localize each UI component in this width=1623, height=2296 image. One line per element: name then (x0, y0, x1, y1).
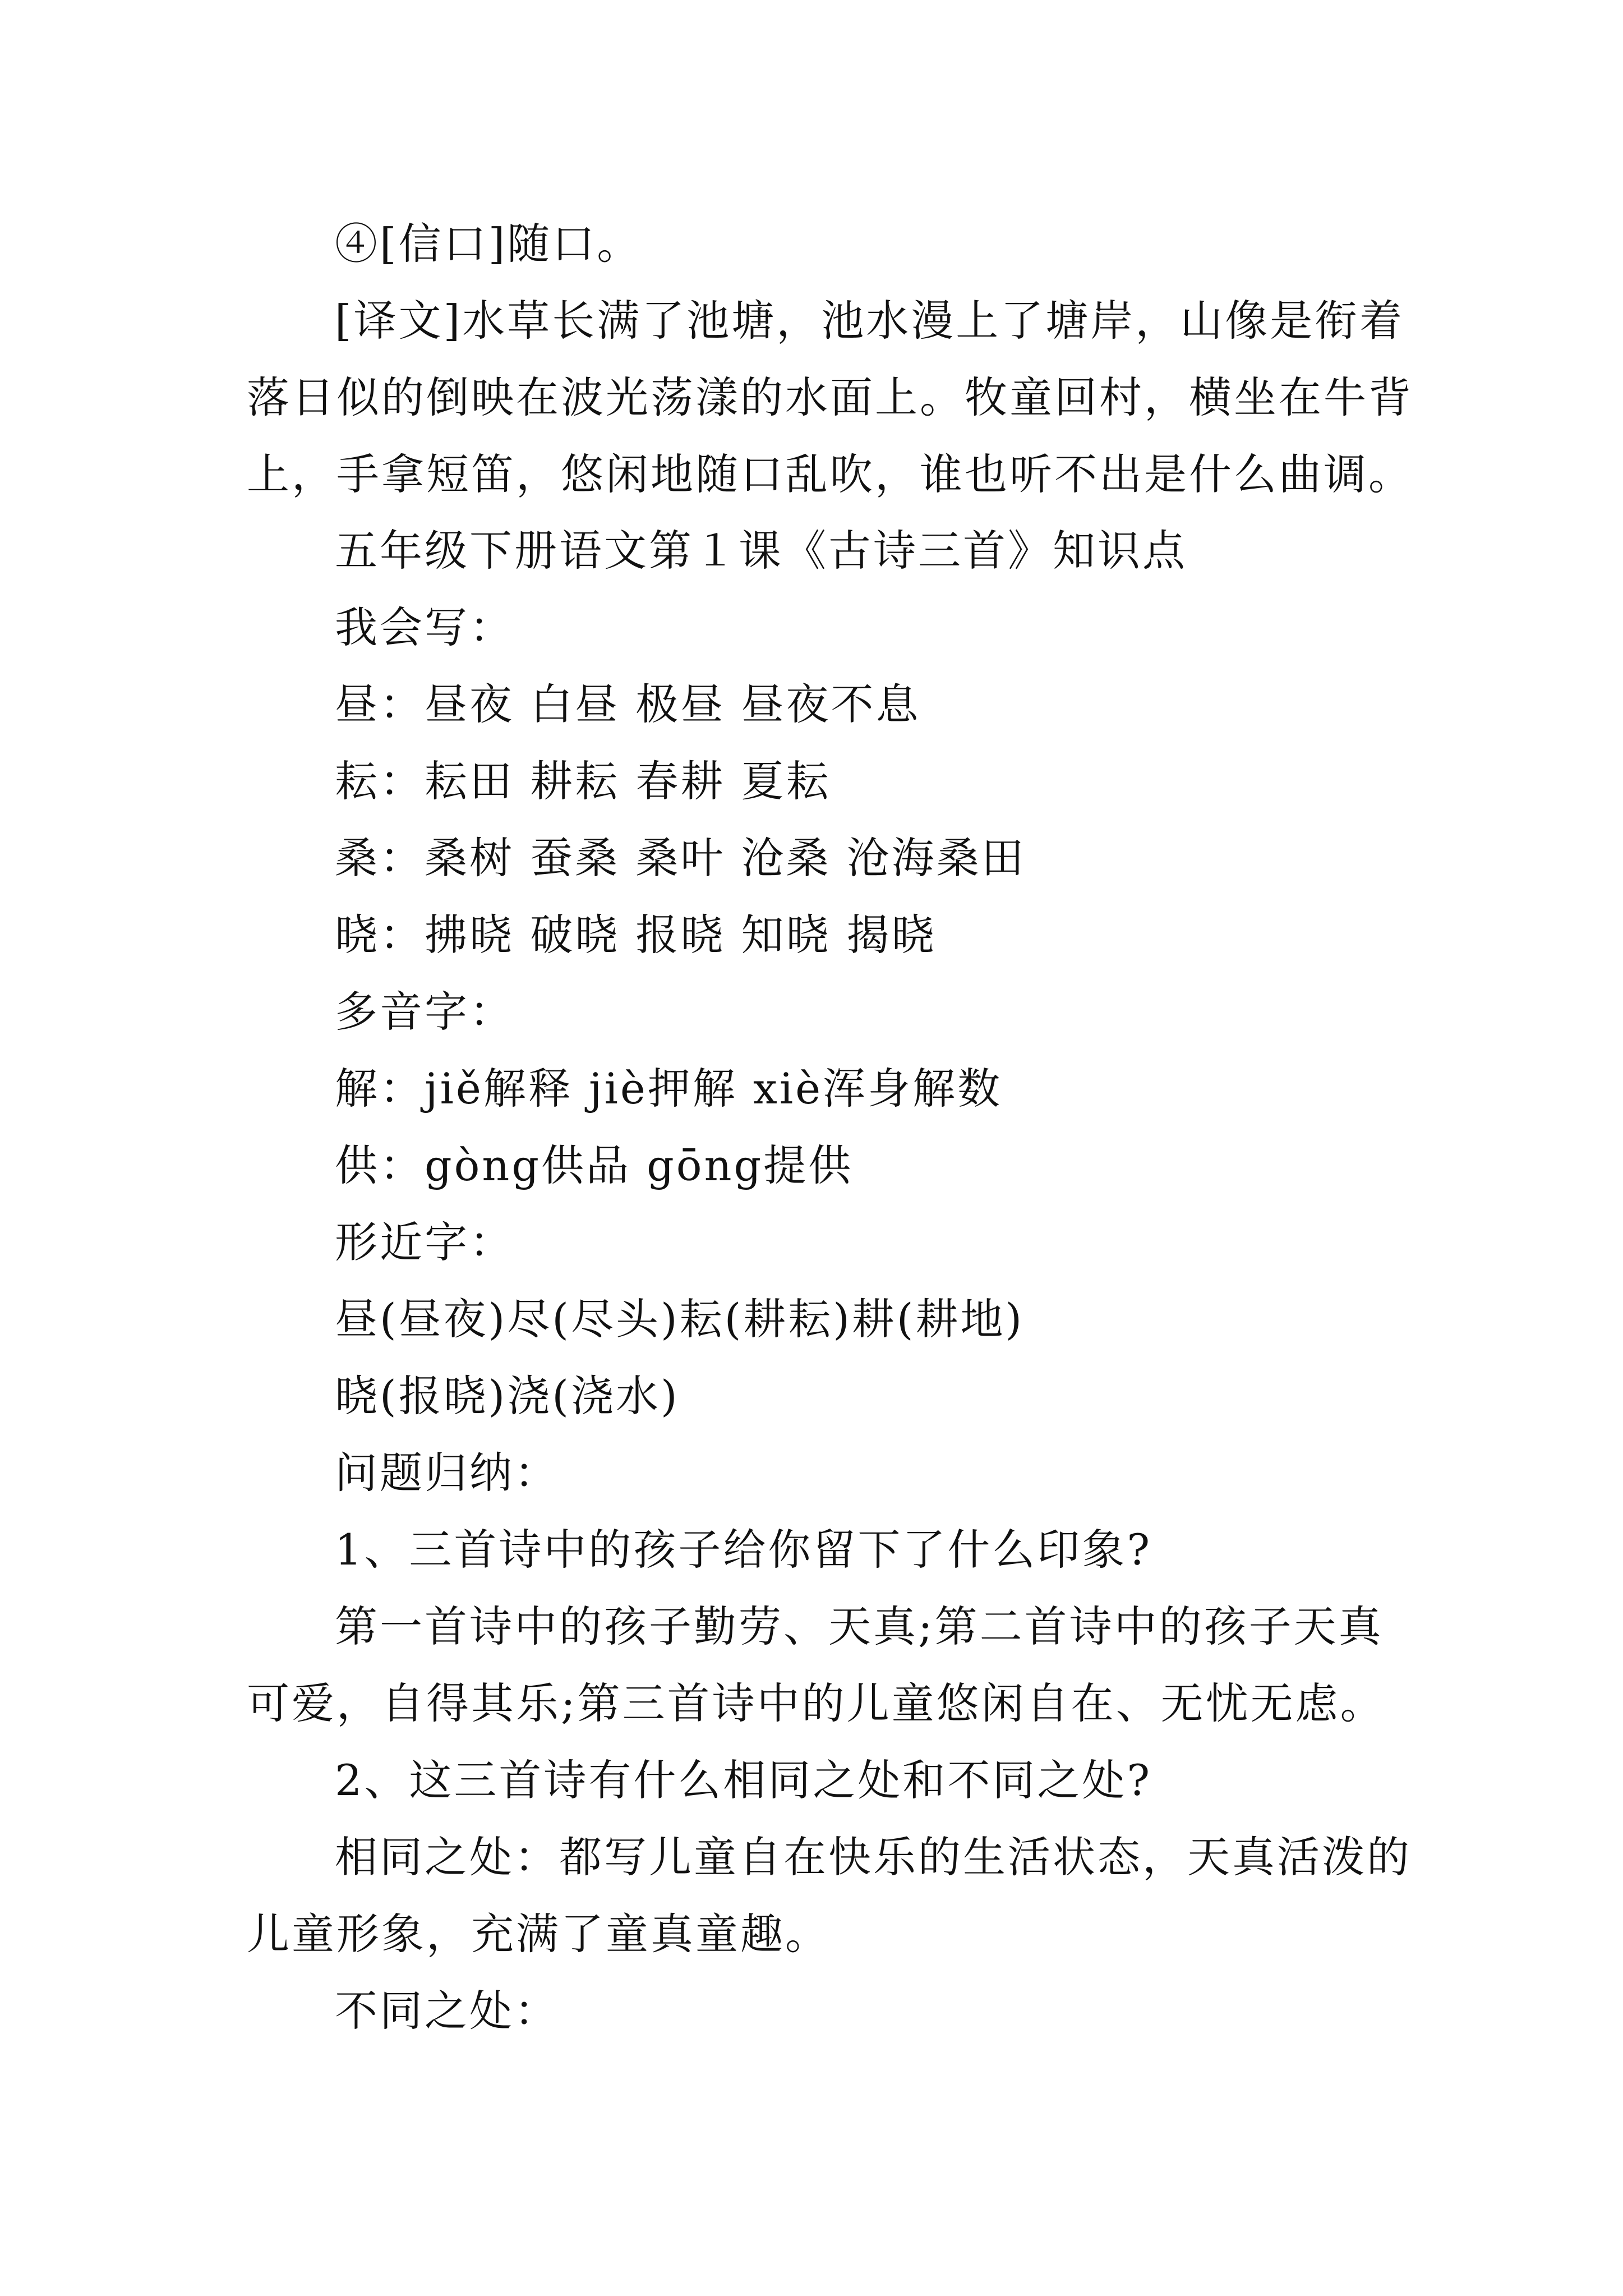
translation-line: 上，手拿短笛，悠闲地随口乱吹，谁也听不出是什么曲调。 (247, 449, 1413, 499)
vocab-line: 耘：耘田 耕耘 春耕 夏耘 (335, 756, 831, 806)
vocab-line: 昼：昼夜 白昼 极昼 昼夜不息 (335, 679, 921, 729)
subsection-heading: 我会写： (335, 602, 514, 652)
answer-line: 不同之处： (335, 1986, 559, 2036)
answer-line: 相同之处：都写儿童自在快乐的生活状态，天真活泼的 (335, 1832, 1412, 1882)
answer-line: 儿童形象，充满了童真童趣。 (247, 1909, 830, 1959)
section-heading: 五年级下册语文第１课《古诗三首》知识点 (335, 526, 1187, 576)
annotation-line: ④[信口]随口。 (335, 219, 642, 269)
translation-line: 落日似的倒映在波光荡漾的水面上。牧童回村，横坐在牛背 (247, 372, 1413, 422)
subsection-heading: 多音字： (335, 987, 514, 1037)
polyphone-line: 供：gòng供品 gōng提供 (335, 1140, 854, 1190)
vocab-line: 晓：拂晓 破晓 报晓 知晓 揭晓 (335, 910, 937, 960)
similar-char-line: 晓(报晓)浇(浇水) (335, 1371, 680, 1421)
polyphone-line: 解：jiě解释 jiè押解 xiè浑身解数 (335, 1064, 1003, 1114)
similar-char-line: 昼(昼夜)尽(尽头)耘(耕耘)耕(耕地) (335, 1294, 1025, 1344)
subsection-heading: 形近字： (335, 1217, 514, 1267)
answer-line: 第一首诗中的孩子勤劳、天真;第二首诗中的孩子天真 (335, 1602, 1384, 1651)
translation-line: [译文]水草长满了池塘，池水漫上了塘岸，山像是衔着 (335, 296, 1405, 346)
question-line: 2、这三首诗有什么相同之处和不同之处? (335, 1755, 1152, 1805)
answer-line: 可爱，自得其乐;第三首诗中的儿童悠闲自在、无忧无虑。 (247, 1678, 1385, 1728)
vocab-line: 桑：桑树 蚕桑 桑叶 沧桑 沧海桑田 (335, 833, 1026, 883)
question-line: 1、三首诗中的孩子给你留下了什么印象? (335, 1525, 1152, 1575)
subsection-heading: 问题归纳： (335, 1448, 559, 1498)
